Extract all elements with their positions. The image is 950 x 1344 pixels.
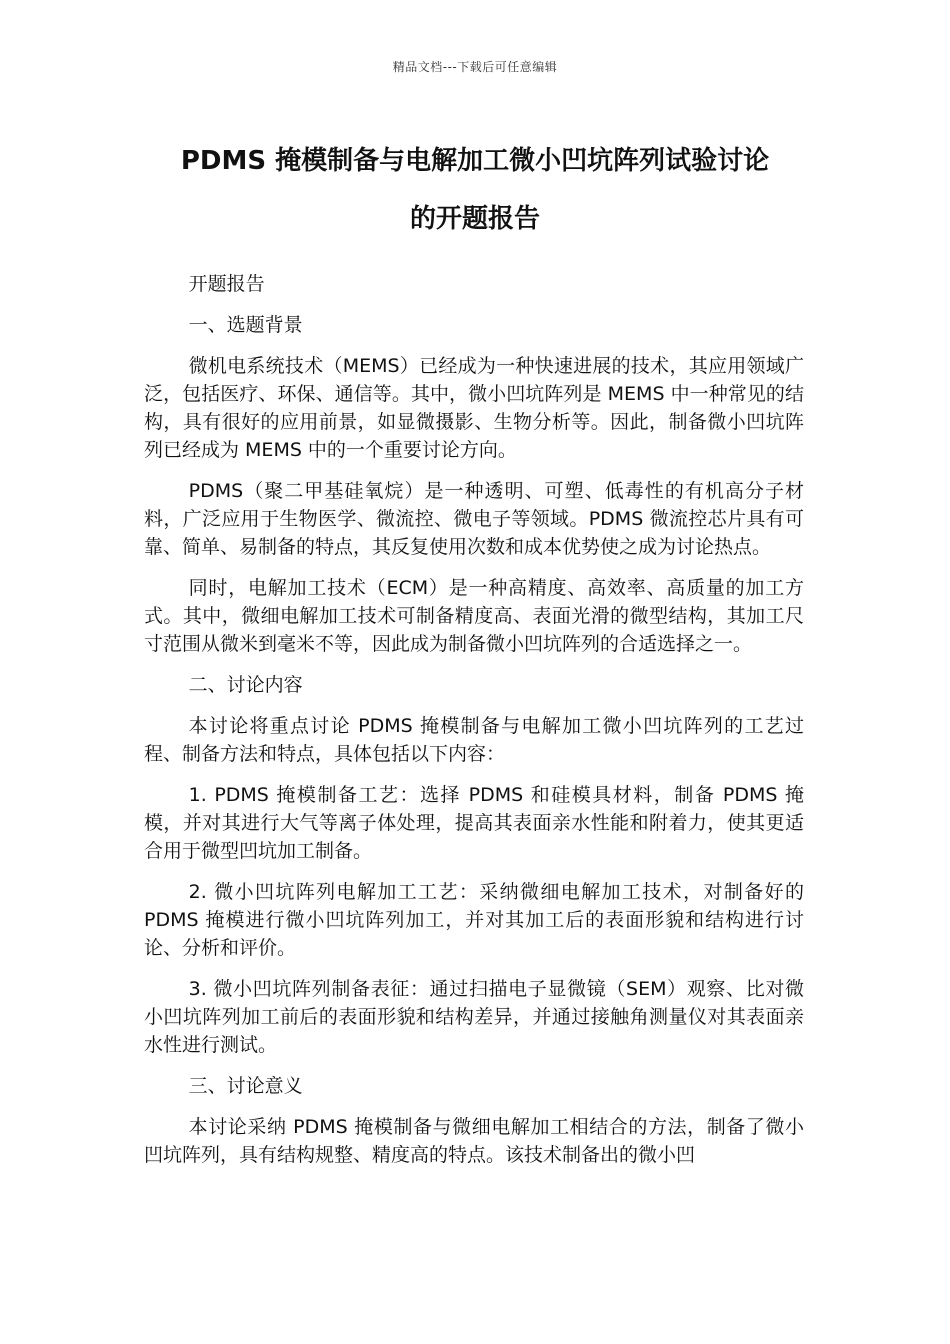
section-heading-significance: 三、讨论意义 — [188, 1075, 303, 1097]
paragraph-significance: 本讨论采纳 PDMS 掩模制备与微细电解加工相结合的方法，制备了微小凹坑阵列，具有结构规整、精度高的特点。该技术制备出的微小凹 — [144, 1116, 804, 1166]
page-header-note: 精品文档---下载后可任意编辑 — [392, 60, 558, 74]
document-title — [120, 132, 830, 248]
list-item-ecm-process: 2. 微小凹坑阵列电解加工工艺：采纳微细电解加工技术，对制备好的 PDMS 掩模进行微小凹坑阵列加工，并对其加工后的表面形貌和结构进行讨论、分析和评价。 — [144, 881, 804, 959]
section-heading-background: 一、选题背景 — [188, 314, 303, 336]
section-heading-content: 二、讨论内容 — [188, 674, 303, 696]
paragraph-content-intro: 本讨论将重点讨论 PDMS 掩模制备与电解加工微小凹坑阵列的工艺过程、制备方法和特点，具体包括以下内容： — [144, 715, 804, 765]
list-item-characterization: 3. 微小凹坑阵列制备表征：通过扫描电子显微镜（SEM）观察、比对微小凹坑阵列加工前后的表面形貌和结构差异，并通过接触角测量仪对其表面亲水性进行测试。 — [144, 978, 804, 1056]
title-line-2: 的开题报告 — [409, 204, 540, 234]
section-label: 开题报告 — [188, 273, 265, 295]
paragraph-mems: 微机电系统技术（MEMS）已经成为一种快速进展的技术，其应用领域广泛，包括医疗、环保、通信等。其中，微小凹坑阵列是 MEMS 中一种常见的结构，具有很好的应用前景，如显微摄影、生物分析等。因此，制备微小凹坑阵列已经成为 MEMS 中的一个重要讨论方向。 — [144, 355, 804, 461]
paragraph-pdms: PDMS（聚二甲基硅氧烷）是一种透明、可塑、低毒性的有机高分子材料，广泛应用于生物医学、微流控、微电子等领域。PDMS 微流控芯片具有可靠、简单、易制备的特点，其反复使用次数和成本优势使之成为讨论热点。 — [144, 480, 804, 558]
list-item-mask-process: 1. PDMS 掩模制备工艺：选择 PDMS 和硅模具材料，制备 PDMS 掩模，并对其进行大气等离子体处理，提高其表面亲水性能和附着力，使其更适合用于微型凹坑加工制备。 — [144, 784, 804, 862]
document-body — [144, 270, 804, 1182]
title-line-1: PDMS 掩模制备与电解加工微小凹坑阵列试验讨论 — [180, 146, 770, 176]
paragraph-ecm: 同时，电解加工技术（ECM）是一种高精度、高效率、高质量的加工方式。其中，微细电解加工技术可制备精度高、表面光滑的微型结构，其加工尺寸范围从微米到毫米不等，因此成为制备微小凹坑阵列的合适选择之一。 — [144, 577, 804, 655]
